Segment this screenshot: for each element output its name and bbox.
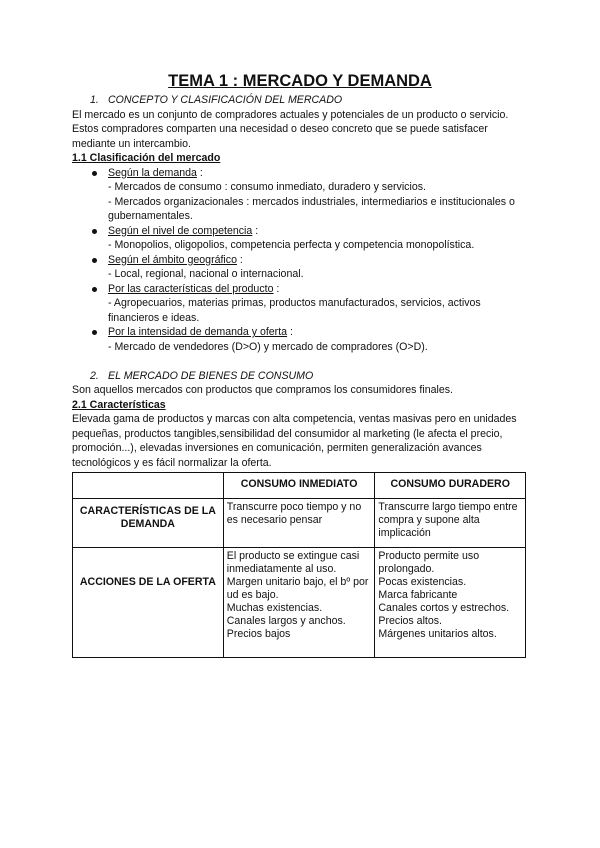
section-1-heading — [90, 93, 530, 108]
comparison-table — [72, 472, 526, 658]
criterion-line: - Mercado de vendedores (D>O) y mercado de compradores (O>D). — [108, 340, 428, 353]
section-1-number: 1. — [90, 94, 99, 106]
section-2-heading — [90, 369, 530, 384]
section-2-title: EL MERCADO DE BIENES DE CONSUMO — [108, 369, 314, 382]
cell-line: Canales largos y anchos. — [226, 615, 346, 627]
table-header-duradero: CONSUMO DURADERO — [375, 473, 526, 499]
section-2-intro: Son aquellos mercados con productos que compramos los consumidores finales. — [72, 384, 453, 396]
table-row — [73, 499, 526, 548]
cell-line: Pocas existencias. — [378, 576, 467, 588]
row-label-oferta — [73, 548, 224, 658]
bullet-icon — [92, 330, 97, 335]
table-cell — [223, 548, 375, 658]
cell-line: Muchas existencias. — [226, 602, 323, 614]
criterion-label: Según la demanda — [108, 166, 197, 179]
cell-line: Precios bajos — [226, 628, 291, 640]
list-item — [90, 224, 530, 253]
table-cell — [375, 548, 526, 658]
bullet-icon — [92, 258, 97, 263]
bullet-icon — [92, 287, 97, 292]
criterion-suffix: : — [196, 166, 203, 179]
criterion-label: Según el ámbito geográfico — [108, 253, 237, 266]
section-2-body: Elevada gama de productos y marcas con alta competencia, ventas masivas pero en unidades pequeñas, productos tangibles,sensibilidad del consumidor al marketing (le afecta el precio, promoción...), elevadas inversiones en comunicación, permiten generalización avances tecnológicos y es fácil normalizar la oferta. — [72, 413, 517, 469]
cell-line: Precios altos. — [378, 615, 442, 627]
table-header-inmediato: CONSUMO INMEDIATO — [223, 473, 375, 499]
document-body — [72, 93, 530, 658]
criterion-label: Por las características del producto — [108, 282, 274, 295]
criterion-label: Según el nivel de competencia — [108, 224, 253, 237]
table-header-row — [73, 473, 526, 499]
criterion-suffix: : — [252, 224, 259, 237]
criterion-suffix: : — [287, 326, 293, 338]
criterion-suffix: : — [273, 282, 280, 295]
criterion-line: - Mercados de consumo : consumo inmediato, duradero y servicios. — [108, 181, 426, 193]
list-item — [90, 325, 530, 354]
page-title: TEMA 1 : MERCADO Y DEMANDA — [168, 72, 432, 90]
bullet-icon — [92, 171, 97, 176]
cell-line: Producto permite uso prolongado. — [378, 550, 480, 575]
list-item — [90, 282, 530, 326]
spacer — [72, 354, 530, 369]
list-item — [90, 166, 530, 224]
table-row — [73, 548, 526, 658]
section-1-title: CONCEPTO Y CLASIFICACIÓN DEL MERCADO — [108, 94, 343, 106]
cell-line: El producto se extingue casi inmediatamente al uso. — [226, 550, 360, 575]
cell-line: Márgenes unitarios altos. — [378, 628, 497, 640]
criterion-line: - Agropecuarios, materias primas, productos manufacturados, servicios, activos financieros e ideas. — [108, 297, 481, 324]
criterion-line: - Mercados organizacionales : mercados industriales, intermediarios e institucionales o gubernamentales. — [108, 195, 515, 222]
criterion-line: - Monopolios, oligopolios, competencia perfecta y competencia monopolística. — [108, 239, 475, 251]
row-label-text: CARACTERÍSTICAS DE LA DEMANDA — [79, 505, 216, 530]
row-label-demanda — [73, 499, 224, 548]
criterion-suffix: : — [236, 253, 243, 266]
criterion-label: Por la intensidad de demanda y oferta — [108, 326, 288, 338]
criterion-line: - Local, regional, nacional o internacional. — [108, 268, 304, 280]
section-2-number: 2. — [90, 369, 99, 382]
cell-line: Canales cortos y estrechos. — [378, 602, 510, 614]
table-cell — [375, 499, 526, 548]
section-1-intro: El mercado es un conjunto de compradores actuales y potenciales de un producto o servicio. Estos compradores comparten una necesidad o deseo concreto que se puede satisfacer mediante un intercambio. — [72, 108, 509, 150]
cell-line: Margen unitario bajo, el bº por ud es bajo. — [226, 576, 369, 601]
row-label-text: ACCIONES DE LA OFERTA — [79, 576, 216, 588]
cell-line: Marca fabricante — [378, 589, 458, 601]
cell-line: Transcurre largo tiempo entre compra y supone alta implicación — [378, 501, 518, 539]
subsection-1-1-heading: 1.1 Clasificación del mercado — [72, 152, 221, 164]
cell-line: Transcurre poco tiempo y no es necesario pensar — [226, 501, 362, 526]
list-item — [90, 253, 530, 282]
classification-list — [72, 166, 530, 355]
bullet-icon — [92, 229, 97, 234]
subsection-2-1-heading: 2.1 Características — [72, 398, 166, 411]
table-cell — [223, 499, 375, 548]
table-header-empty — [73, 473, 224, 499]
